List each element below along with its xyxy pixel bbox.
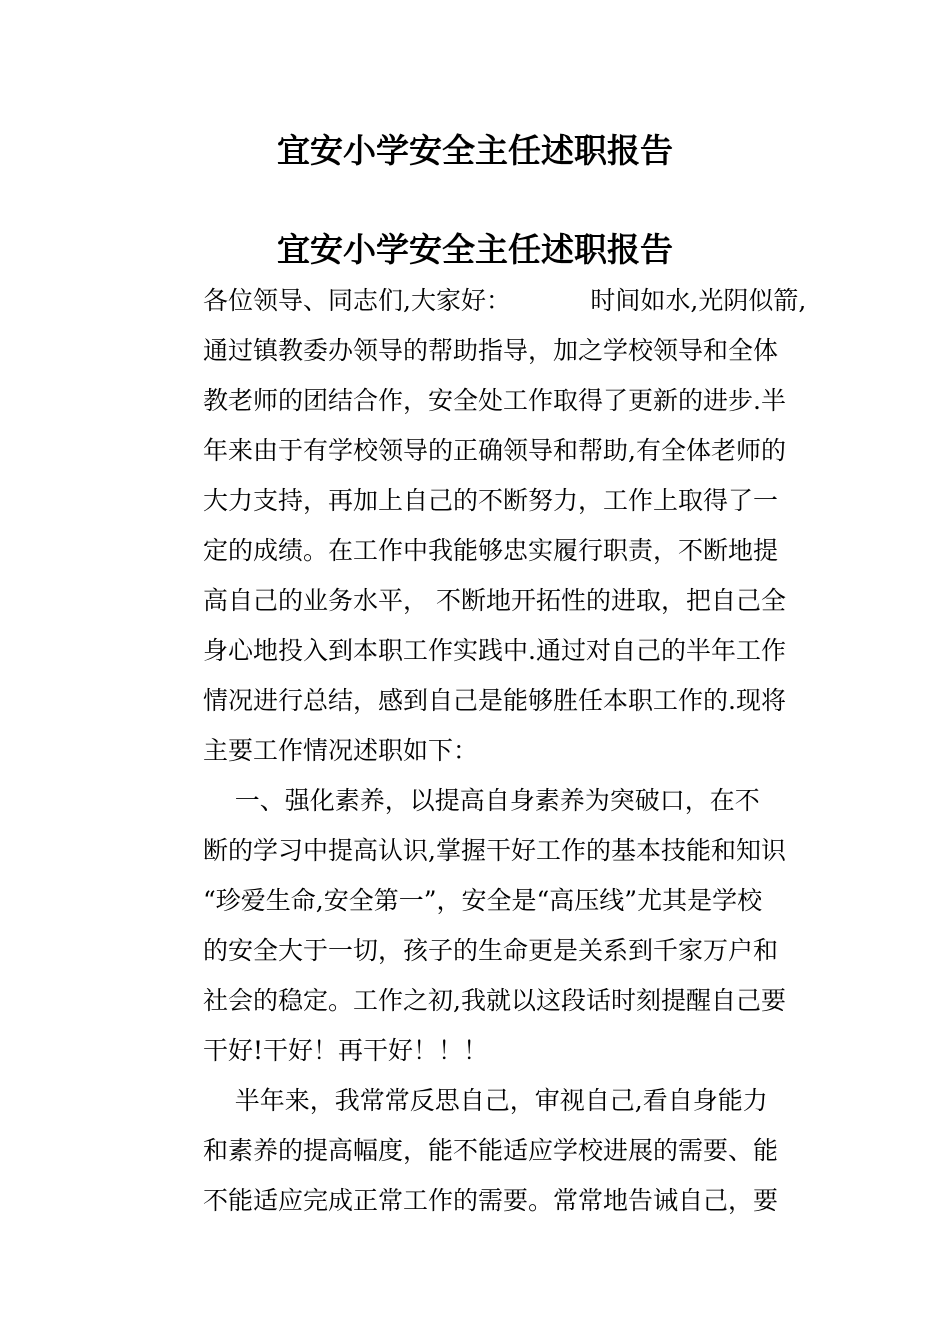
body-line: 身心地投入到本职工作实践中.通过对自己的半年工作	[203, 636, 786, 665]
body-line: 社会的稳定。工作之初,我就以这段话时刻提醒自己要	[203, 986, 786, 1015]
body-line: 和素养的提高幅度，能不能适应学校进展的需要、能	[203, 1136, 779, 1165]
body-line: 年来由于有学校领导的正确领导和帮助,有全体老师的	[203, 436, 786, 465]
body-line: 情况进行总结，感到自己是能够胜任本职工作的.现将	[203, 686, 786, 715]
body-line: 大力支持，再加上自己的不断努力，工作上取得了一	[203, 486, 779, 515]
body-line: 定的成绩。在工作中我能够忠实履行职责，不断地提	[203, 536, 779, 565]
document-title: 宜安小学安全主任述职报告	[277, 131, 673, 170]
body-line: 一、强化素养，以提高自身素养为突破口，在不	[203, 786, 760, 815]
body-line: “珍爱生命,安全第一”，安全是“高压线”尤其是学校	[203, 886, 763, 915]
body-line: 的安全大于一切，孩子的生命更是关系到千家万户和	[203, 936, 779, 965]
body-line: 断的学习中提高认识,掌握干好工作的基本技能和知识	[203, 836, 786, 865]
body-line: 教老师的团结合作，安全处工作取得了更新的进步.半	[203, 386, 786, 415]
document-subtitle: 宜安小学安全主任述职报告	[277, 230, 673, 269]
body-line: 半年来，我常常反思自己，审视自己,看自身能力	[203, 1086, 768, 1115]
body-line: 不能适应完成正常工作的需要。常常地告诫自己，要	[203, 1186, 779, 1215]
body-line: 通过镇教委办领导的帮助指导，加之学校领导和全体	[203, 336, 779, 365]
body-line: 主要工作情况述职如下：	[203, 736, 479, 765]
body-line: 各位领导、同志们,大家好： 时间如水,光阴似箭,	[203, 286, 807, 315]
body-line: 干好!干好！再干好！！！	[203, 1036, 489, 1065]
body-line: 高自己的业务水平， 不断地开拓性的进取，把自己全	[203, 586, 786, 615]
